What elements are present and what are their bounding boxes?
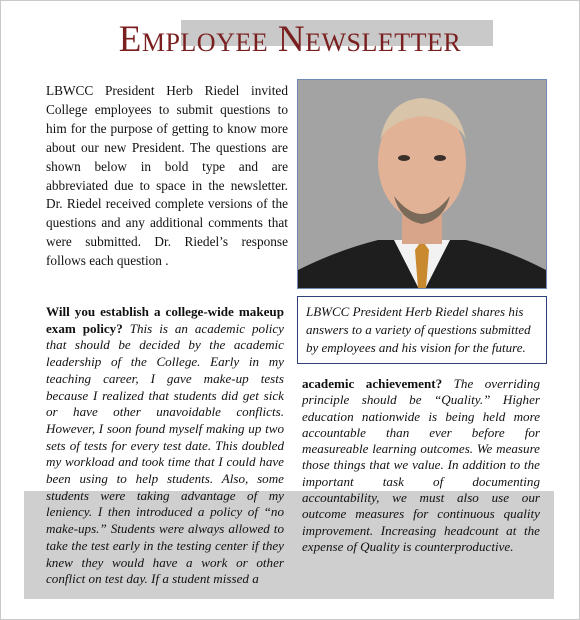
newsletter-title: Employee Newsletter [118,19,462,60]
right-column-qa [302,376,540,555]
president-photo [297,79,547,289]
question-makeup-exam: Will you establish a college-wide makeup exam policy? [46,304,284,336]
answer-makeup-exam: This is an academic policy that should be decided by the academic leadership of the College. Early in my teaching career, I gave make-up tests because I realized that students did get sick or have other unavoidable conflicts. However, I soon found myself making up two sets of tests for every test date. This doubled my workload and took time that I could have been using to help students. Also, some students were taking advantage of my leniency. I then introduced a policy of “no make-ups.” Students were always allowed to take the test early in the testing center if they knew they would have a work or other conflict on test day. If a student missed a [46,320,284,587]
intro-paragraph: LBWCC President Herb Riedel invited College employees to submit questions to him for the purpose of getting to know more about our new President. The questions are shown below in bold type and are abbreviated due to space in the newsletter. Dr. Riedel received complete versions of the questions and any additional comments that were submitted. Dr. Riedel’s response follows each question . [46,83,288,269]
question-academic-achievement: academic achievement? [302,376,443,391]
president-portrait-illustration [298,80,546,288]
photo-caption: LBWCC President Herb Riedel shares his answers to a variety of questions submitted by employees and his vision for the future. [297,296,547,364]
left-column-qa [46,304,284,588]
answer-academic-achievement: The overriding principle should be “Quality.” Higher education nationwide is being held more accountable than ever before for measureable learning outcomes. We measure those things that we value. In addition to the important task of documenting accountability, we must also use our outcome measures for continuous quality improvement. Increasing headcount at the expense of Quality is counterproductive. [302,376,540,554]
